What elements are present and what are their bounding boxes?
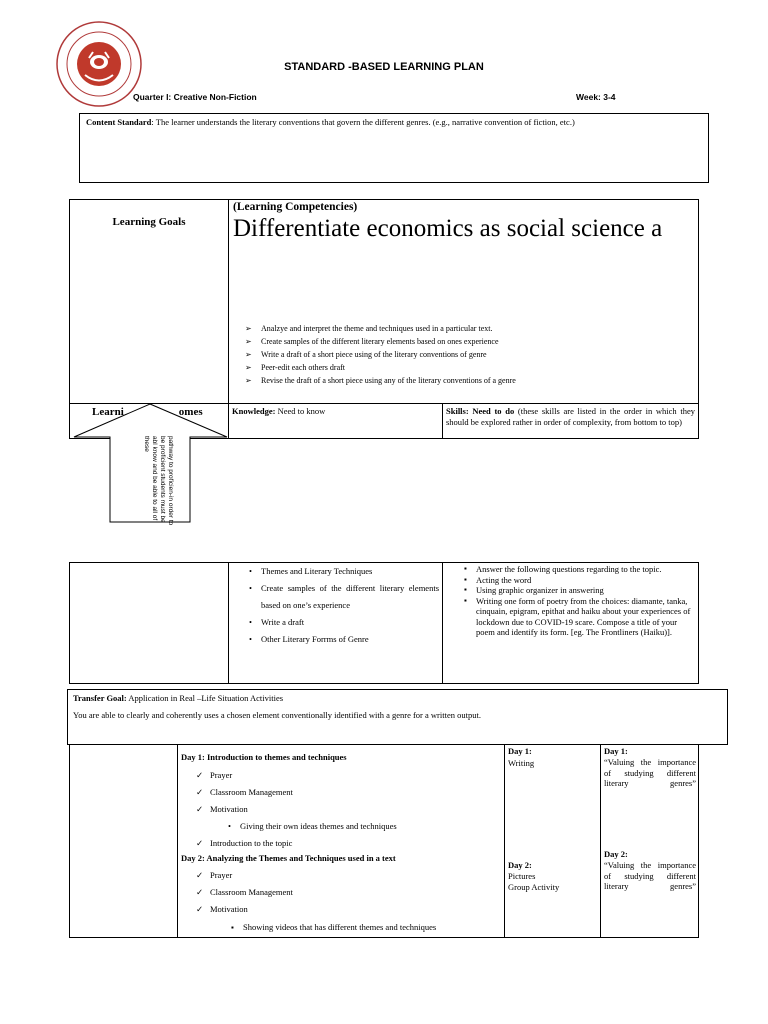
values-day1-text: “Valuing the importance of studying different literary genres” [604, 757, 696, 788]
day2-list [210, 867, 293, 918]
day1-subitem: • Giving their own ideas themes and techniques [240, 818, 397, 835]
day1-item: ✓ Classroom Management [210, 784, 293, 801]
knowledge-content-cell [228, 562, 443, 684]
materials-cell [504, 744, 601, 938]
content-standard-text: : The learner understands the literary conventions that govern the different genres. (e.g., narrative convention of fiction, etc.) [151, 117, 575, 127]
materials-day1-text: Writing [508, 758, 535, 768]
learning-competencies-cell [228, 199, 699, 404]
day1-item: ✓ Prayer [210, 767, 293, 784]
skills-item: ▪ Using graphic organizer in answering [476, 585, 694, 596]
document-title: STANDARD -BASED LEARNING PLAN [284, 61, 484, 73]
content-standard-label: Content Standard [86, 117, 152, 127]
transfer-goal-label: Transfer Goal: [73, 693, 127, 703]
knowledge-item: • Create samples of the different literary elements based on one’s experience [261, 580, 439, 614]
knowledge-list [261, 563, 439, 648]
day1-intro: ✓ Introduction to the topic [210, 835, 292, 852]
materials-day2-label: Day 2: [508, 860, 532, 870]
outcomes-label-left: Learni [92, 406, 124, 418]
learning-goals-label: Learning Goals [112, 216, 186, 228]
day1-list [210, 767, 293, 818]
day2-subitem: ▪ Showing videos that has different themes and techniques [243, 919, 436, 936]
materials-day1-label: Day 1: [508, 746, 532, 756]
skills-header-cell [442, 403, 699, 439]
transfer-goal-text: Application in Real –Life Situation Activities [126, 693, 284, 703]
transfer-goal-description: You are able to clearly and coherently uses a chosen element conventionally identified with a genre for a written output. [73, 710, 481, 720]
day-activities-cell [177, 744, 505, 938]
content-standard-box [79, 113, 709, 183]
knowledge-header-cell [228, 403, 443, 439]
competency-item: ➢ Write a draft of a short piece using of the literary conventions of genre [261, 350, 516, 359]
values-cell [600, 744, 699, 938]
values-day2-text: “Valuing the importance of studying different literary genres” [604, 860, 696, 891]
skills-content-cell [442, 562, 699, 684]
competencies-label: (Learning Competencies) [233, 201, 358, 213]
skills-list [476, 564, 694, 638]
skills-item: ▪ Writing one form of poetry from the choices: diamante, tanka, cinquain, epigram, epithat and haiku about your experiences of lockdown due to COVID-19 scare. Compose a title of your poem and identify its form. [eg. The Frontliners (Haiku)]. [476, 596, 694, 638]
competency-item: ➢ Analzye and interpret the theme and techniques used in a particular text. [261, 324, 516, 333]
pathway-arrow-text: pathway to proficien-in order to be proficient students must be abl know and be able to all of these [143, 436, 174, 526]
week-label: Week: 3-4 [576, 92, 616, 102]
values-day1-label: Day 1: [604, 746, 628, 756]
knowledge-item: • Other Literary Forrms of Genre [261, 631, 439, 648]
competency-item: ➢ Revise the draft of a short piece using any of the literary conventions of a genre [261, 376, 516, 385]
skills-item: ▪ Acting the word [476, 575, 694, 586]
materials-day2-text2: Group Activity [508, 882, 560, 892]
knowledge-item: • Write a draft [261, 614, 439, 631]
learning-goals-label-cell [69, 199, 229, 404]
skills-text: (these skills are listed in the order in which they should be explored rather in order of complexity, from bottom to top) [446, 406, 695, 427]
day2-title: Day 2: Analyzing the Themes and Techniques used in a text [181, 853, 396, 863]
skills-label: Skills: [446, 406, 469, 416]
knowledge-label: Knowledge: [232, 406, 276, 416]
competency-item: ➢ Create samples of the different literary elements based on ones experience [261, 337, 516, 346]
outcomes-blank-cell [69, 562, 229, 684]
day2-item: ✓ Classroom Management [210, 884, 293, 901]
competency-item: ➢ Peer-edit each others draft [261, 363, 516, 372]
day1-intro-list [210, 835, 292, 852]
outcomes-label-right: omes [178, 406, 203, 418]
plan-blank-cell [69, 744, 178, 938]
day2-sublist [243, 919, 436, 936]
values-day2-label: Day 2: [604, 849, 628, 859]
day1-sublist [240, 818, 397, 835]
skills-item: ▪ Answer the following questions regarding to the topic. [476, 564, 694, 575]
materials-day2-text1: Pictures [508, 871, 536, 881]
transfer-goal-box [67, 689, 728, 745]
day2-item: ✓ Prayer [210, 867, 293, 884]
day2-item: ✓ Motivation [210, 901, 293, 918]
competency-list [261, 324, 516, 389]
knowledge-item: • Themes and Literary Techniques [261, 563, 439, 580]
quarter-label: Quarter I: Creative Non-Fiction [133, 92, 257, 102]
skills-need-label: Need to do [468, 406, 515, 416]
competency-heading: Differentiate economics as social science a [233, 215, 663, 242]
knowledge-text: Need to know [275, 406, 326, 416]
day1-title: Day 1: Introduction to themes and techniques [181, 752, 347, 762]
day1-item: ✓ Motivation [210, 801, 293, 818]
